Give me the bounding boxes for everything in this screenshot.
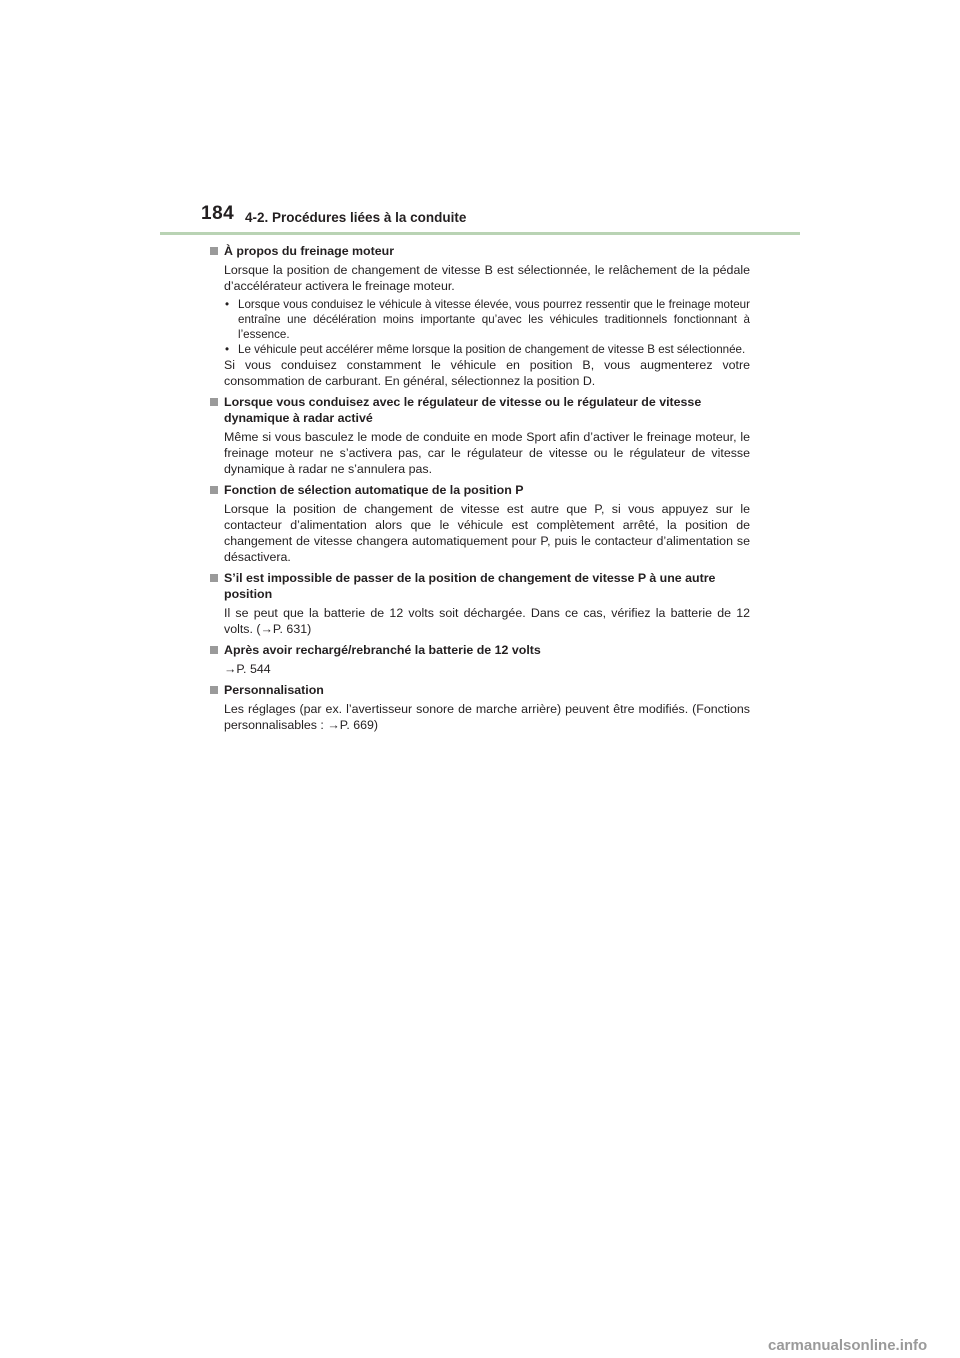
bullet-dot-icon: • bbox=[225, 343, 230, 356]
square-bullet-icon bbox=[210, 247, 218, 255]
page-content bbox=[210, 243, 750, 738]
topic-heading bbox=[210, 642, 750, 658]
topic-heading-text: Personnalisation bbox=[224, 683, 324, 697]
paragraph: Les réglages (par ex. l’avertisseur sonore de marche arrière) peuvent être modifiés. (Fonctions personnalisables : →P. 669) bbox=[224, 702, 750, 732]
square-bullet-icon bbox=[210, 398, 218, 406]
topic-heading bbox=[210, 682, 750, 698]
page-header bbox=[0, 0, 960, 240]
paragraph: Lorsque la position de changement de vitesse B est sélectionnée, le relâchement de la pédale d’accélérateur activera le freinage moteur. bbox=[224, 263, 750, 293]
topic-heading-text: Fonction de sélection automatique de la position P bbox=[224, 483, 524, 497]
bullet-text: Le véhicule peut accélérer même lorsque la position de changement de vitesse B est sélectionnée. bbox=[238, 343, 746, 356]
bullet-dot-icon: • bbox=[225, 298, 230, 311]
square-bullet-icon bbox=[210, 486, 218, 494]
page-number: 184 bbox=[201, 203, 235, 224]
paragraph: Il se peut que la batterie de 12 volts soit déchargée. Dans ce cas, vérifiez la batterie de 12 volts. (→P. 631) bbox=[224, 606, 750, 636]
topic-heading bbox=[210, 394, 750, 426]
square-bullet-icon bbox=[210, 574, 218, 582]
paragraph: Lorsque la position de changement de vitesse est autre que P, si vous appuyez sur le contacteur d’alimentation alors que le véhicule est complètement arrêté, la position de changement de vitesse changera automatiquement pour P, puis le contacteur d’alimentation se désactivera. bbox=[224, 502, 750, 564]
section-title: 4-2. Procédures liées à la conduite bbox=[245, 210, 467, 225]
topic-heading-text: À propos du freinage moteur bbox=[224, 244, 395, 258]
watermark: carmanualsonline.info bbox=[768, 1337, 928, 1354]
topic-heading-text: S’il est impossible de passer de la position de changement de vitesse P à une autre position bbox=[224, 571, 716, 601]
bullet-text: Lorsque vous conduisez le véhicule à vitesse élevée, vous pourrez ressentir que le freinage moteur entraîne une décélération moins importante qu’avec les véhicules traditionnels fonctionnant à l’essence. bbox=[238, 298, 750, 341]
square-bullet-icon bbox=[210, 686, 218, 694]
topic-heading-text: Après avoir rechargé/rebranché la batterie de 12 volts bbox=[224, 643, 541, 657]
list-item bbox=[224, 297, 750, 342]
topic-heading bbox=[210, 243, 750, 259]
topic-heading bbox=[210, 570, 750, 602]
paragraph: Même si vous basculez le mode de conduite en mode Sport afin d’activer le freinage moteur, le freinage moteur ne s’activera pas, car le régulateur de vitesse ou le régulateur de vitesse dynamique à radar ne s’annulera pas. bbox=[224, 430, 750, 476]
square-bullet-icon bbox=[210, 646, 218, 654]
header-divider bbox=[160, 232, 800, 235]
topic-cruise-control bbox=[210, 394, 750, 477]
page-reference-link[interactable]: →P. 544 bbox=[224, 662, 271, 676]
topic-after-battery-recharge bbox=[210, 642, 750, 677]
topic-cannot-shift-from-p bbox=[210, 570, 750, 637]
list-item bbox=[224, 342, 750, 357]
topic-auto-p-position bbox=[210, 482, 750, 565]
topic-engine-braking bbox=[210, 243, 750, 389]
topic-heading-text: Lorsque vous conduisez avec le régulateur de vitesse ou le régulateur de vitesse dynamique à radar activé bbox=[224, 395, 702, 425]
topic-heading bbox=[210, 482, 750, 498]
topic-personalization bbox=[210, 682, 750, 733]
paragraph: Si vous conduisez constamment le véhicule en position B, vous augmenterez votre consommation de carburant. En général, sélectionnez la position D. bbox=[224, 358, 750, 388]
bullet-list bbox=[210, 297, 750, 357]
